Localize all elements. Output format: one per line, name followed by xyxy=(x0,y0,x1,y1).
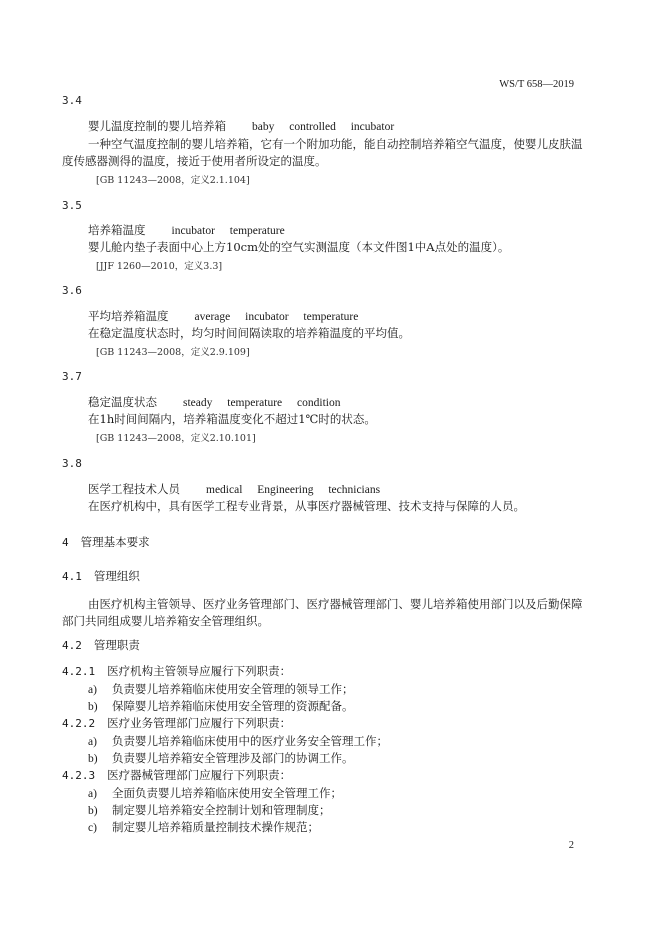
clause-text: 医疗机构主管领导应履行下列职责： xyxy=(107,664,292,678)
clause-text: 医疗业务管理部门应履行下列职责： xyxy=(107,716,292,730)
term-zh: 婴儿温度控制的婴儿培养箱 xyxy=(88,119,226,133)
list-marker: b) xyxy=(88,805,98,817)
standard-code: WS/T 658—2019 xyxy=(499,79,574,90)
term-definition: 一种空气温度控制的婴儿培养箱，它有一个附加功能，能自动控制培养箱空气温度，使婴儿皮肤温 xyxy=(88,137,583,151)
clause-text: 医疗器械管理部门应履行下列职责： xyxy=(107,768,292,782)
term-source: [GB 11243—2008，定义2.10.101] xyxy=(96,433,256,444)
term-definition: 婴儿舱内垫子表面中心上方10cm处的空气实测温度（本文件图1中A点处的温度）。 xyxy=(88,240,510,254)
list-marker: a) xyxy=(88,788,97,800)
subsection-heading xyxy=(62,637,140,653)
subsection-heading xyxy=(62,568,140,584)
clause-number: 3.6 xyxy=(62,284,82,297)
term-en: average incubator temperature xyxy=(194,311,359,323)
list-item xyxy=(88,802,331,818)
term-en: medical Engineering technicians xyxy=(206,484,381,496)
term-definition: 在1h时间间隔内，培养箱温度变化不超过1℃时的状态。 xyxy=(88,412,376,426)
clause-number: 3.5 xyxy=(62,199,82,212)
term-source: [JJF 1260—2010，定义3.3] xyxy=(96,261,223,272)
term-zh: 培养箱温度 xyxy=(88,223,146,237)
term-heading xyxy=(88,308,358,324)
term-en: baby controlled incubator xyxy=(252,121,395,133)
term-definition: 在医疗机构中，具有医学工程专业背景，从事医疗器械管理、技术支持与保障的人员。 xyxy=(88,499,525,513)
list-text: 制定婴儿培养箱安全控制计划和管理制度； xyxy=(112,803,331,817)
clause-number: 3.8 xyxy=(62,457,82,470)
subsection-title: 管理职责 xyxy=(93,638,140,652)
clause-number: 4.2.2 xyxy=(62,717,96,730)
list-item xyxy=(88,750,354,766)
term-en: steady temperature condition xyxy=(183,397,341,409)
list-item xyxy=(88,785,342,801)
clause-number: 3.4 xyxy=(62,94,82,107)
list-marker: a) xyxy=(88,684,97,696)
subsection-number: 4.2 xyxy=(62,639,82,652)
term-definition: 在稳定温度状态时，均匀时间间隔读取的培养箱温度的平均值。 xyxy=(88,326,410,340)
list-marker: c) xyxy=(88,822,97,834)
list-item xyxy=(88,681,354,697)
list-item xyxy=(88,819,319,835)
term-definition: 度传感器测得的温度，接近于使用者所设定的温度。 xyxy=(62,154,327,168)
term-zh: 稳定温度状态 xyxy=(88,395,157,409)
term-zh: 医学工程技术人员 xyxy=(88,482,180,496)
list-text: 负责婴儿培养箱安全管理涉及部门的协调工作。 xyxy=(112,751,354,765)
term-zh: 平均培养箱温度 xyxy=(88,309,169,323)
list-item xyxy=(88,698,354,714)
list-marker: b) xyxy=(88,753,98,765)
paragraph: 部门共同组成婴儿培养箱安全管理组织。 xyxy=(62,614,269,628)
term-heading xyxy=(88,481,380,497)
section-title: 管理基本要求 xyxy=(80,535,150,549)
term-en: incubator temperature xyxy=(171,225,285,237)
term-heading xyxy=(88,118,394,134)
clause-number: 4.2.1 xyxy=(62,665,96,678)
list-text: 保障婴儿培养箱临床使用安全管理的资源配备。 xyxy=(112,699,354,713)
term-source: [GB 11243—2008，定义2.1.104] xyxy=(96,175,250,186)
section-heading xyxy=(62,534,150,550)
list-text: 制定婴儿培养箱质量控制技术操作规范； xyxy=(112,820,319,834)
section-number: 4 xyxy=(62,536,69,549)
list-text: 全面负责婴儿培养箱临床使用安全管理工作； xyxy=(112,786,342,800)
subsection-title: 管理组织 xyxy=(93,569,140,583)
term-heading xyxy=(88,394,340,410)
list-marker: a) xyxy=(88,736,97,748)
term-source: [GB 11243—2008，定义2.9.109] xyxy=(96,347,250,358)
list-item xyxy=(88,733,388,749)
list-text: 负责婴儿培养箱临床使用安全管理的领导工作； xyxy=(112,682,354,696)
subsection-number: 4.1 xyxy=(62,570,82,583)
list-marker: b) xyxy=(88,701,98,713)
clause xyxy=(62,715,291,731)
list-text: 负责婴儿培养箱临床使用中的医疗业务安全管理工作； xyxy=(112,734,388,748)
clause xyxy=(62,663,291,679)
page-number: 2 xyxy=(568,840,574,851)
clause-number: 3.7 xyxy=(62,370,82,383)
clause-number: 4.2.3 xyxy=(62,769,96,782)
term-heading xyxy=(88,222,285,238)
paragraph: 由医疗机构主管领导、医疗业务管理部门、医疗器械管理部门、婴儿培养箱使用部门以及后勤保障 xyxy=(88,597,583,611)
clause xyxy=(62,767,291,783)
